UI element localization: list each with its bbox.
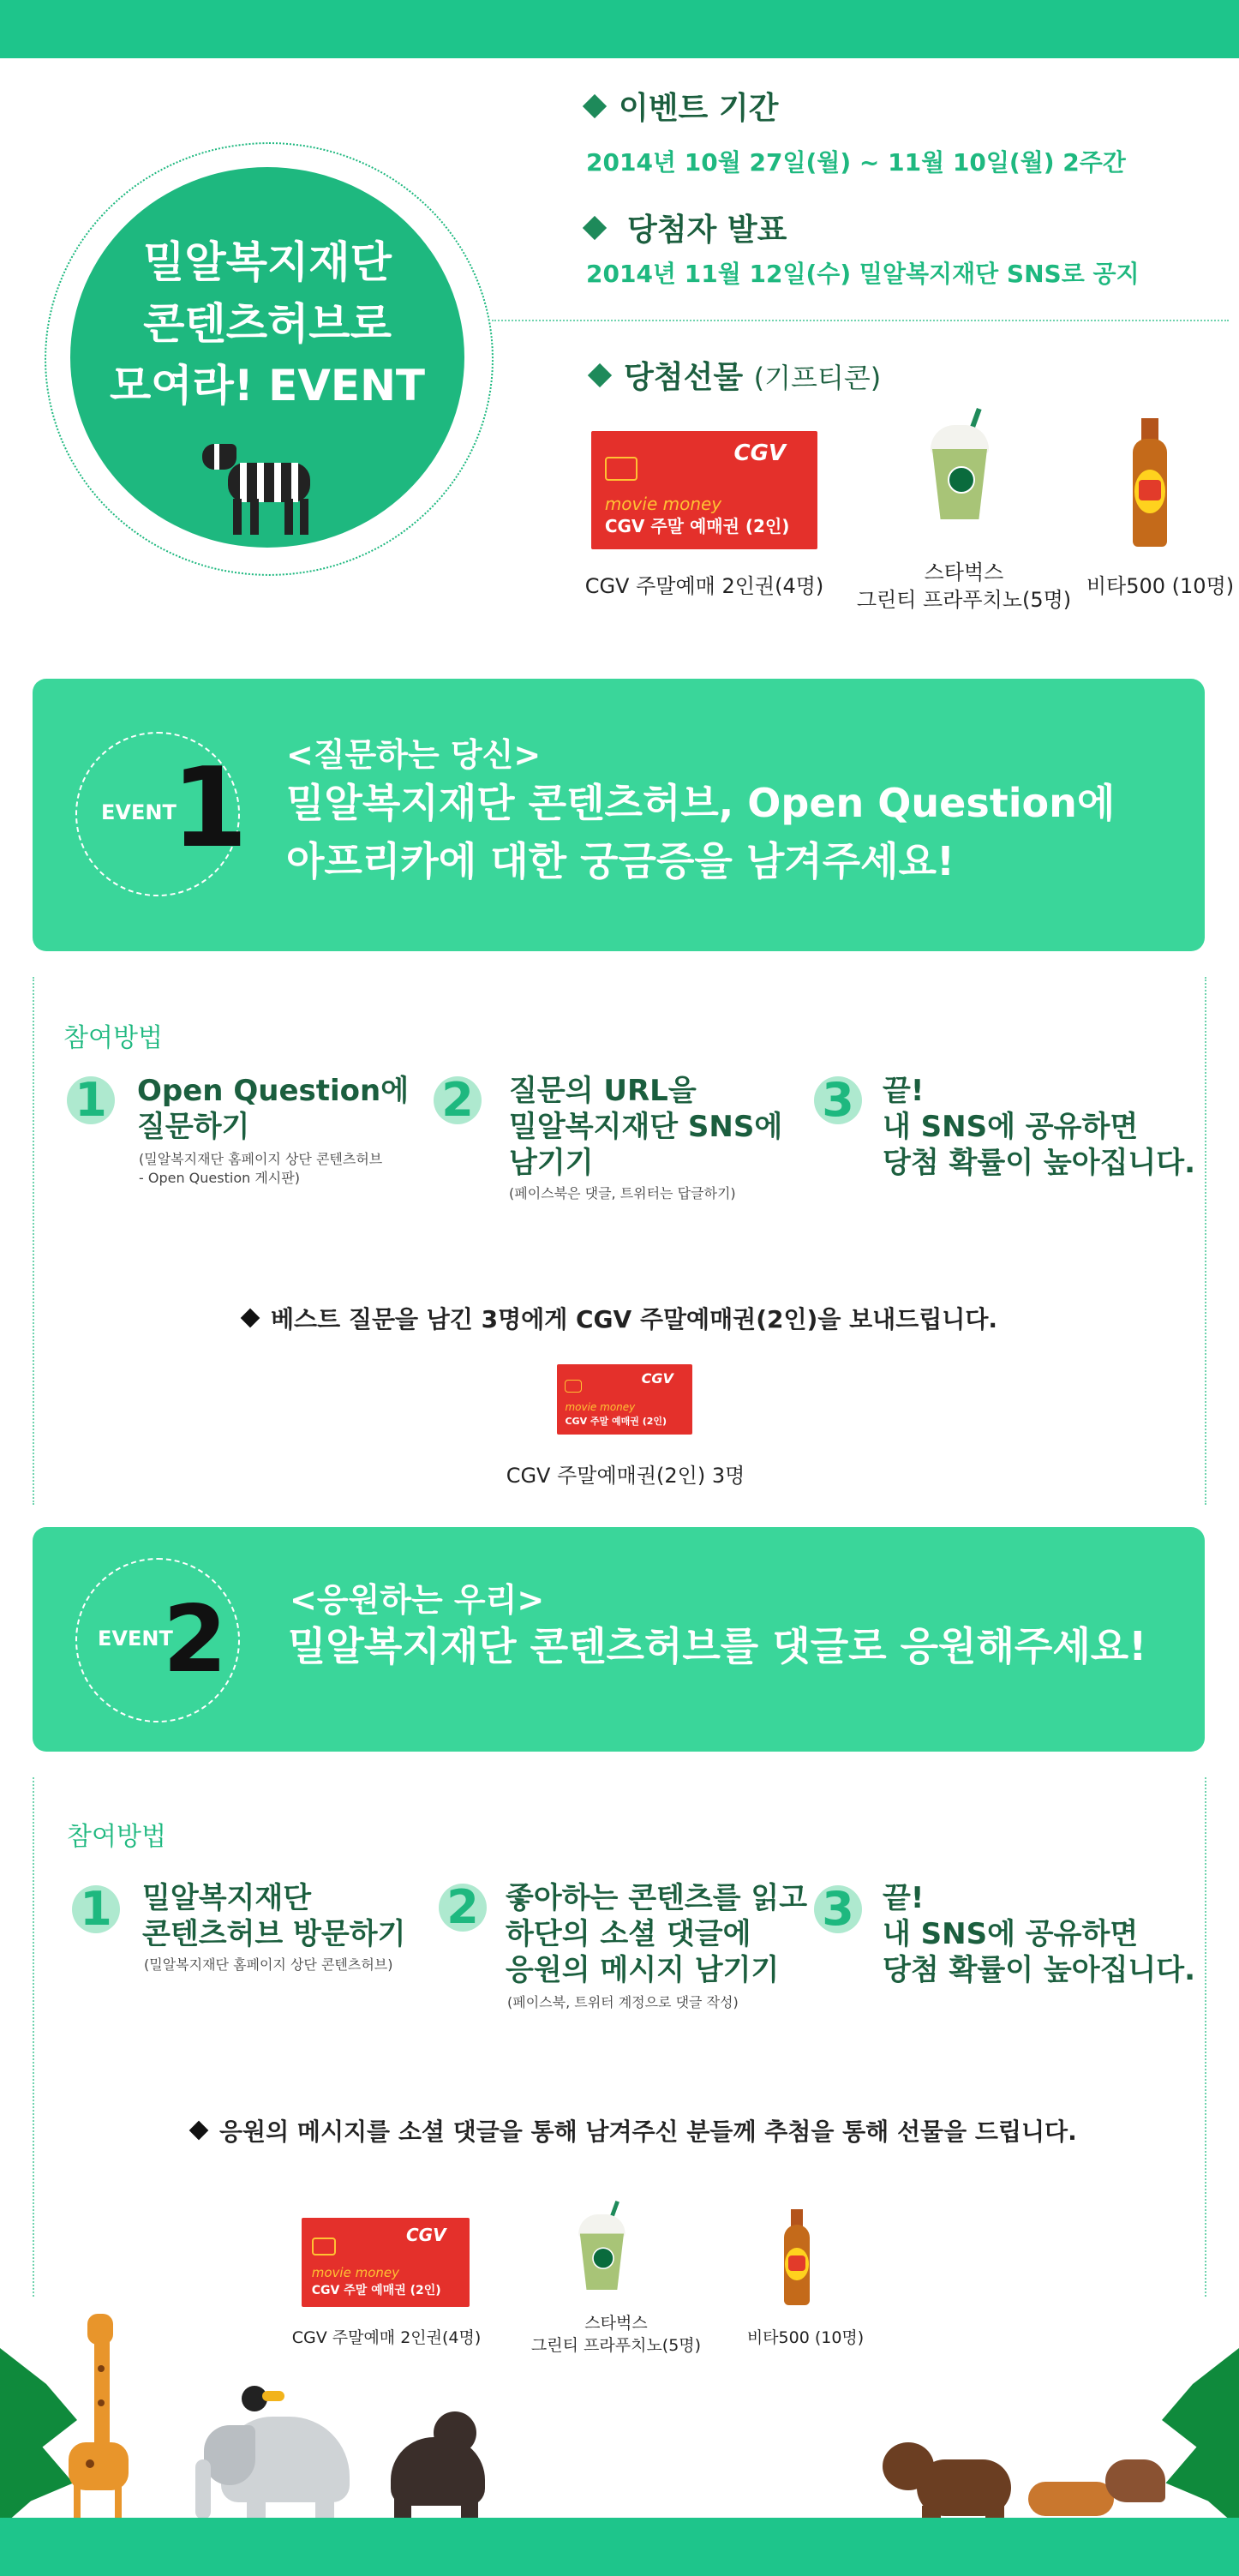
- event2-number: 2: [163, 1586, 228, 1693]
- gift-heading: 당첨선물 (기프티콘): [591, 353, 881, 397]
- event2-left-border: [33, 1777, 34, 2297]
- bottom-bar: [0, 2518, 1239, 2576]
- event1-title-line2: 아프리카에 대한 궁금증을 남겨주세요!: [286, 838, 955, 884]
- header-divider: [492, 320, 1229, 321]
- cgv-logo: CGV: [733, 440, 787, 467]
- event2-starbucks-image: [576, 2214, 628, 2290]
- announce-heading: 당첨자 발표: [586, 206, 787, 249]
- cgv-logo: CGV: [641, 1369, 673, 1387]
- cgv-ticket-text: CGV 주말 예매권 (2인): [311, 2283, 441, 2297]
- event2-vita-label: 비타500 (10명): [746, 2328, 865, 2347]
- period-heading: 이벤트 기간: [586, 84, 778, 128]
- camera-icon: [312, 2238, 336, 2255]
- event1-subtitle: <질문하는 당신>: [286, 736, 542, 774]
- event2-step1-number: 1: [72, 1885, 120, 1933]
- palm-leaf-right-illustration: [1162, 2348, 1239, 2528]
- event2-step1-note: (밀알복지재단 홈페이지 상단 콘텐츠허브): [144, 1956, 393, 1973]
- diamond-bullet-icon: [583, 216, 607, 240]
- event2-starbucks-label: 스타벅스 그린티 프라푸치노(5명): [530, 2314, 702, 2355]
- event2-step2-note: (페이스북, 트위터 계정으로 댓글 작성): [507, 1994, 739, 2010]
- event1-step3-number: 3: [814, 1076, 862, 1124]
- event2-label: EVENT: [98, 1626, 173, 1650]
- event2-notice: 응원의 메시지를 소셜 댓글을 통해 남겨주신 분들께 추첨을 통해 선물을 드립니다.: [192, 2113, 1077, 2148]
- cgv-logo: CGV: [405, 2225, 446, 2246]
- starbucks-prize-label: 스타벅스 그린티 프라푸치노(5명): [856, 560, 1072, 612]
- event1-step2-number: 2: [434, 1076, 482, 1124]
- event2-cgv-label: CGV 주말예매 2인권(4명): [291, 2328, 482, 2347]
- event-title: 밀알복지재단 콘텐츠허브로 모여라! EVENT: [109, 237, 426, 410]
- diamond-bullet-icon: [189, 2121, 209, 2141]
- elephant-illustration: [187, 2399, 350, 2523]
- cgv-ticket-text: CGV 주말 예매권 (2인): [604, 516, 790, 537]
- event2-right-border: [1205, 1777, 1206, 2297]
- event1-method-label: 참여방법: [63, 1023, 163, 1053]
- event2-step3-text: 끝! 내 SNS에 공유하면 당첨 확률이 높아집니다.: [883, 1881, 1196, 1987]
- cgv-movie-money: movie money: [565, 1401, 636, 1414]
- event1-step3-text: 끝! 내 SNS에 공유하면 당첨 확률이 높아집니다.: [883, 1074, 1196, 1180]
- starbucks-frappuccino-image: [927, 425, 992, 545]
- cgv-movie-money: movie money: [311, 2264, 399, 2280]
- event1-label: EVENT: [101, 800, 177, 824]
- announce-text: 2014년 11월 12일(수) 밀알복지재단 SNS로 공지: [586, 260, 1140, 288]
- event2-step2-text: 좋아하는 콘텐츠를 읽고 하단의 소셜 댓글에 응원의 메시지 남기기: [506, 1881, 808, 1987]
- event1-cgv-ticket-image: [557, 1364, 692, 1435]
- vita500-bottle-image: [1129, 418, 1170, 547]
- event2-step1-text: 밀알복지재단 콘텐츠허브 방문하기: [142, 1881, 406, 1951]
- vita-prize-label: 비타500 (10명): [1086, 574, 1235, 598]
- top-bar: [0, 0, 1239, 58]
- squirrel-illustration: [1028, 2459, 1165, 2519]
- zebra-illustration: [202, 437, 319, 536]
- event1-prize-label: CGV 주말예매권(2인) 3명: [506, 1464, 745, 1488]
- event1-right-border: [1205, 977, 1206, 1505]
- diamond-bullet-icon: [588, 363, 612, 387]
- gorilla-illustration: [382, 2411, 494, 2523]
- event1-left-border: [33, 977, 34, 1505]
- event2-vita500-image: [781, 2209, 812, 2305]
- event2-subtitle: <응원하는 우리>: [290, 1581, 545, 1619]
- event2-title: 밀알복지재단 콘텐츠허브를 댓글로 응원해주세요!: [288, 1623, 1147, 1669]
- event1-notice: 베스트 질문을 남긴 3명에게 CGV 주말예매권(2인)을 보내드립니다.: [243, 1301, 997, 1335]
- camera-icon: [565, 1380, 582, 1393]
- period-text: 2014년 10월 27일(월) ~ 11월 10일(월) 2주간: [586, 148, 1126, 177]
- event1-step1-text: Open Question에 질문하기: [137, 1074, 410, 1144]
- event1-step2-note: (페이스북은 댓글, 트위터는 답글하기): [509, 1185, 736, 1201]
- event2-method-label: 참여방법: [67, 1822, 166, 1852]
- diamond-bullet-icon: [241, 1309, 260, 1328]
- cgv-ticket-text: CGV 주말 예매권 (2인): [565, 1415, 667, 1427]
- event2-cgv-ticket-image: [302, 2218, 470, 2307]
- diamond-bullet-icon: [583, 94, 607, 118]
- cgv-prize-label: CGV 주말예매 2인권(4명): [584, 574, 824, 598]
- event1-step1-note: (밀알복지재단 홈페이지 상단 콘텐츠허브 - Open Question 게시판): [139, 1151, 383, 1186]
- cgv-ticket-image: [591, 431, 817, 549]
- bear-illustration: [883, 2442, 1011, 2526]
- cgv-movie-money: movie money: [604, 493, 722, 514]
- event1-number: 1: [171, 745, 248, 872]
- camera-icon: [605, 457, 637, 481]
- event2-step2-number: 2: [439, 1884, 487, 1932]
- event1-step2-text: 질문의 URL을 밀알복지재단 SNS에 남기기: [509, 1074, 783, 1180]
- giraffe-illustration: [51, 2314, 154, 2528]
- event2-step3-number: 3: [814, 1885, 862, 1933]
- event1-title-line1: 밀알복지재단 콘텐츠허브, Open Question에: [286, 780, 1116, 826]
- event1-step1-number: 1: [67, 1076, 115, 1124]
